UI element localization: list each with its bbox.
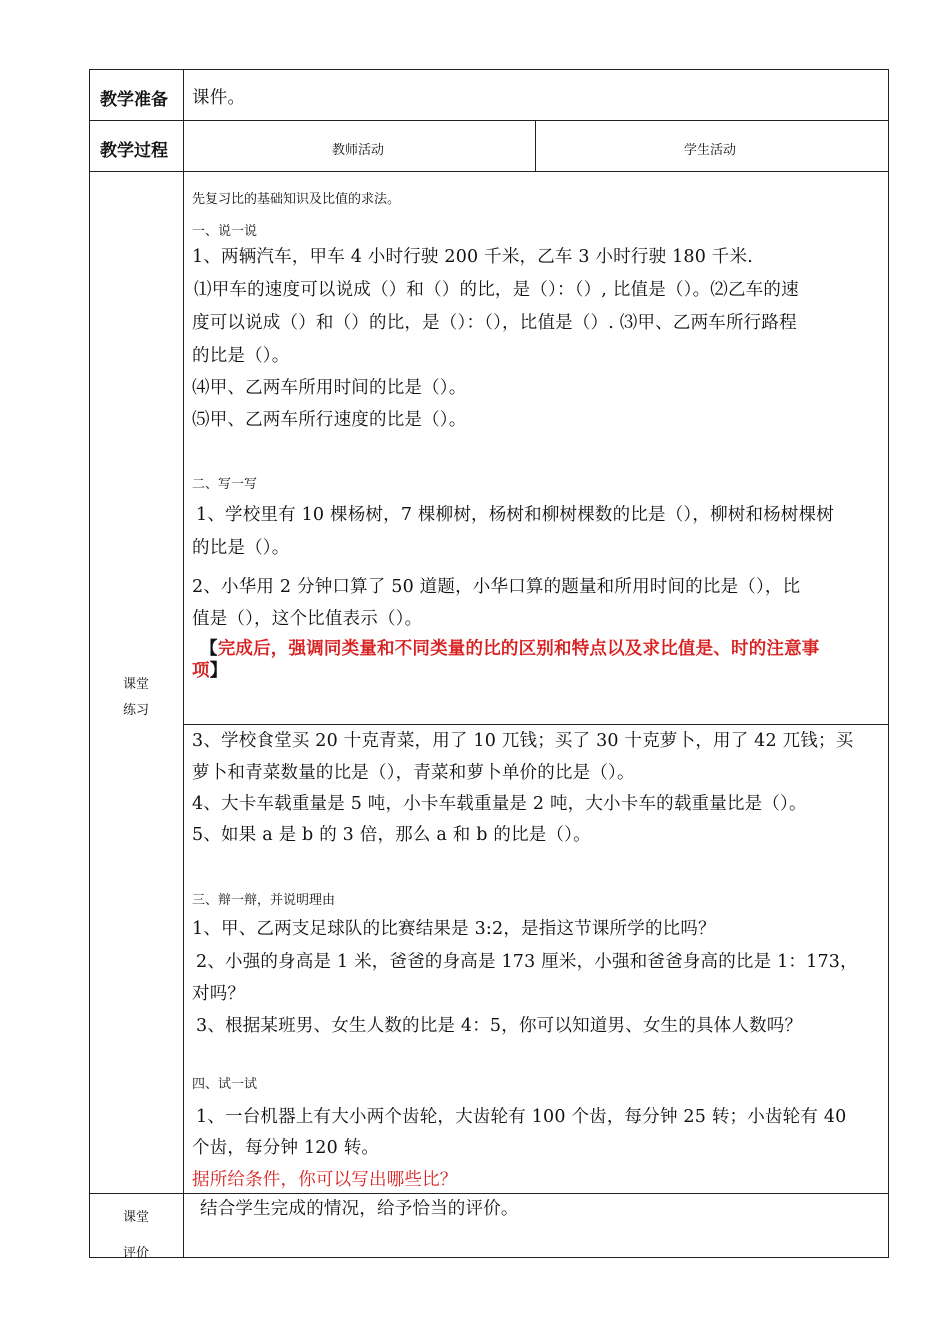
s2b-line: 萝卜和青菜数量的比是（），青菜和萝卜单价的比是（）。 bbox=[192, 763, 635, 783]
teacher-activity-header: 教师活动 bbox=[332, 143, 385, 158]
s4-line: 个齿，每分钟 120 转。 bbox=[192, 1138, 380, 1158]
s2b-line: 4、大卡车载重量是 5 吨，小卡车载重量是 2 吨，大小卡车的载重量比是（）。 bbox=[192, 794, 807, 814]
section-3-heading: 三、辩一辩，并说明理由 bbox=[192, 893, 336, 908]
row-divider-3 bbox=[89, 1193, 889, 1194]
s2-line: 2、小华用 2 分钟口算了 50 道题，小华口算的题量和所用时间的比是（），比 bbox=[192, 577, 801, 597]
section-1-heading: 一、说一说 bbox=[192, 224, 258, 239]
s1-line: ⑸甲、乙两车所行速度的比是（）。 bbox=[192, 410, 467, 430]
evaluation-label-line1: 课堂 bbox=[123, 1210, 150, 1225]
table-border-right bbox=[888, 69, 889, 1258]
row-divider-2 bbox=[89, 171, 889, 172]
section-2-heading: 二、写一写 bbox=[192, 477, 258, 492]
s3-line: 2、小强的身高是 1 米，爸爸的身高是 173 厘米，小强和爸爸身高的比是 1：173， bbox=[196, 952, 858, 972]
teaching-note-cont bbox=[192, 657, 227, 682]
s1-line: ⑷甲、乙两车所用时间的比是（）。 bbox=[192, 378, 467, 398]
student-activity-header: 学生活动 bbox=[684, 143, 737, 158]
table-border-left bbox=[89, 69, 90, 1258]
practice-label-line2: 练习 bbox=[123, 703, 150, 718]
s2b-line: 5、如果 a 是 b 的 3 倍，那么 a 和 b 的比是（）。 bbox=[192, 825, 591, 845]
row-divider-1 bbox=[89, 120, 889, 121]
process-label: 教学过程 bbox=[100, 141, 168, 161]
section-4-heading: 四、试一试 bbox=[192, 1077, 258, 1092]
s3-line: 1、甲、乙两支足球队的比赛结果是 3:2，是指这节课所学的比吗？ bbox=[192, 919, 716, 939]
s4-red-prompt: 据所给条件，你可以写出哪些比？ bbox=[192, 1170, 458, 1190]
note-red-text: 项 bbox=[192, 661, 210, 681]
s4-line: 1、一台机器上有大小两个齿轮，大齿轮有 100 个齿，每分钟 25 转；小齿轮有 40 bbox=[196, 1107, 847, 1127]
teaching-note bbox=[200, 635, 820, 660]
s1-line: ⑴甲车的速度可以说成（）和（）的比，是（）：（）, 比值是（）。⑵乙车的速 bbox=[194, 280, 799, 300]
inner-divider bbox=[183, 724, 889, 725]
prep-label: 教学准备 bbox=[100, 90, 168, 110]
evaluation-label-line2: 评价 bbox=[123, 1246, 150, 1261]
s2-line: 1、学校里有 10 棵杨树，7 棵柳树，杨树和柳树棵数的比是（），柳树和杨树棵树 bbox=[196, 505, 834, 525]
table-border-bottom bbox=[89, 1257, 889, 1258]
s2-line: 值是（），这个比值表示（）。 bbox=[192, 609, 423, 629]
s3-line: 对吗？ bbox=[192, 984, 246, 1004]
table-border-top bbox=[89, 69, 889, 70]
s1-line: 度可以说成（）和（）的比，是（）：（），比值是（）. ⑶甲、乙两车所行路程 bbox=[192, 313, 797, 333]
prep-value: 课件。 bbox=[192, 88, 246, 108]
note-bracket-close: 】 bbox=[209, 661, 228, 681]
note-red-text: 完成后，强调同类量和不同类量的比的区别和特点以及求比值是、时的注意事 bbox=[217, 639, 820, 659]
s1-line: 的比是（）。 bbox=[192, 346, 290, 366]
note-bracket-open: 【 bbox=[200, 639, 218, 659]
evaluation-text: 结合学生完成的情况，给予恰当的评价。 bbox=[200, 1199, 519, 1219]
s2b-line: 3、学校食堂买 20 十克青菜，用了 10 兀钱；买了 30 十克萝卜，用了 42 兀钱；买 bbox=[192, 731, 854, 751]
activity-column-divider bbox=[535, 120, 536, 172]
label-column-divider bbox=[183, 69, 184, 1258]
practice-label-line1: 课堂 bbox=[123, 677, 150, 692]
s1-line: 1、两辆汽车，甲车 4 小时行驶 200 千米，乙车 3 小时行驶 180 千米. bbox=[192, 247, 753, 267]
practice-intro: 先复习比的基础知识及比值的求法。 bbox=[192, 192, 401, 207]
s3-line: 3、根据某班男、女生人数的比是 4：5，你可以知道男、女生的具体人数吗？ bbox=[196, 1016, 803, 1036]
s2-line: 的比是（）。 bbox=[192, 538, 290, 558]
